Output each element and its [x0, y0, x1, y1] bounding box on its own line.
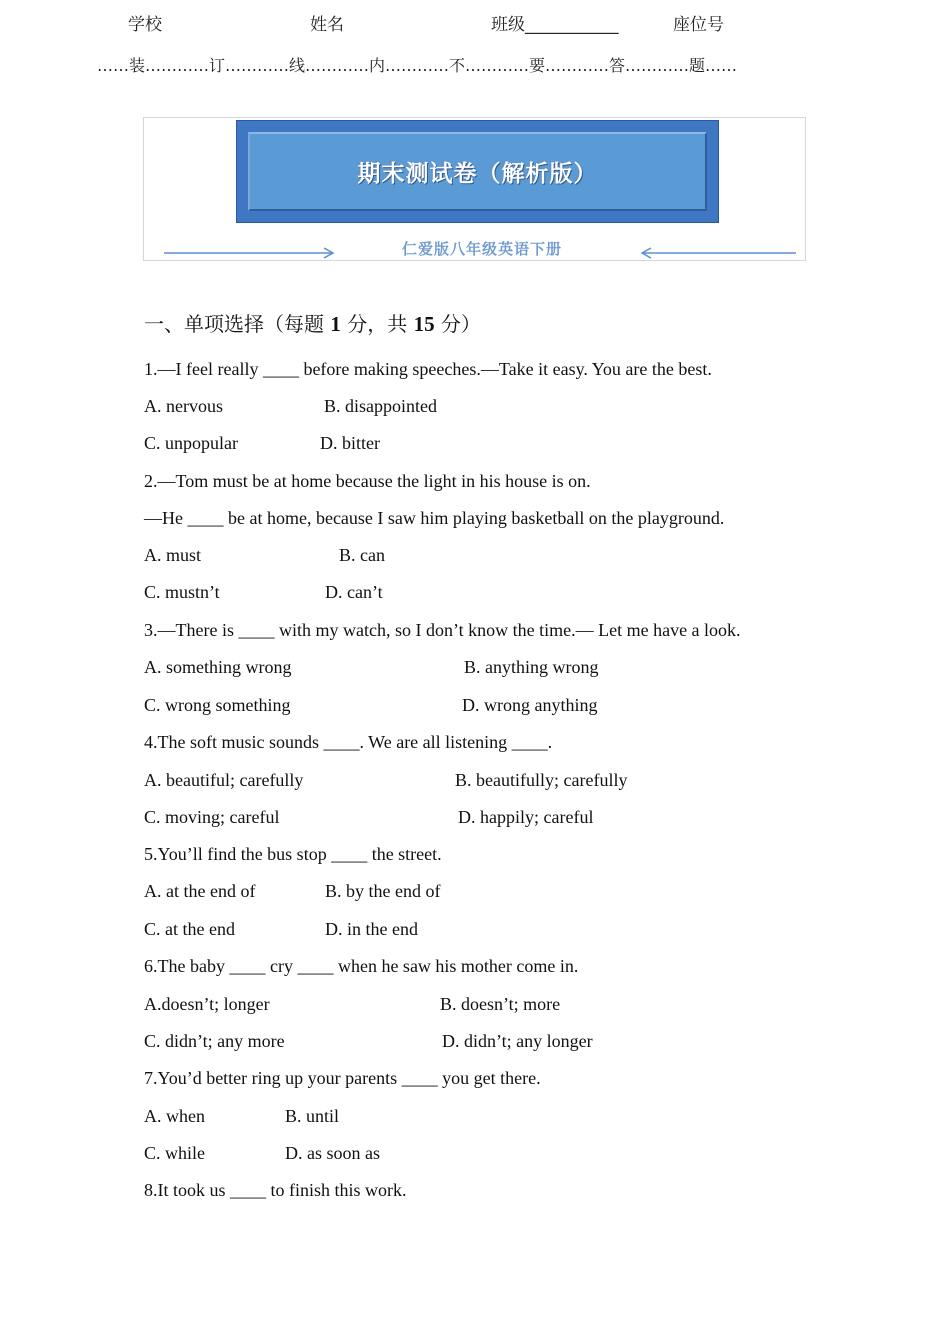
question-2-option-a: A. must: [144, 545, 202, 565]
question-6-option-a: A.doesn’t; longer: [144, 994, 270, 1014]
question-5-option-d: D. in the end: [325, 919, 418, 939]
question-2-stem: 2.—Tom must be at home because the light in his house is on.: [144, 471, 591, 491]
section-heading: 一、单项选择（每题 1 分，共 15 分）: [144, 312, 481, 336]
question-5-option-c: C. at the end: [144, 919, 235, 939]
question-5-option-a: A. at the end of: [144, 881, 256, 901]
question-7-stem: 7.You’d better ring up your parents ____ you get there.: [144, 1068, 541, 1088]
question-4-option-b: B. beautifully; carefully: [455, 770, 628, 790]
question-6-option-d: D. didn’t; any longer: [442, 1031, 593, 1051]
arrow-left-icon: [640, 246, 798, 260]
title-plate: [236, 120, 719, 223]
question-1-option-c: C. unpopular: [144, 433, 238, 453]
school-label: 学校: [128, 15, 162, 35]
question-4-option-c: C. moving; careful: [144, 807, 280, 827]
question-2-option-c: C. mustn’t: [144, 582, 220, 602]
question-5-option-b: B. by the end of: [325, 881, 441, 901]
question-2-stem-reply: —He ____ be at home, because I saw him playing basketball on the playground.: [144, 508, 725, 528]
question-2-option-b: B. can: [339, 545, 385, 565]
question-8-stem: 8.It took us ____ to finish this work.: [144, 1180, 407, 1200]
question-5-stem: 5.You’ll find the bus stop ____ the street.: [144, 844, 442, 864]
question-3-option-d: D. wrong anything: [462, 695, 598, 715]
question-1-stem: 1.—I feel really ____ before making speeches.—Take it easy. You are the best.: [144, 359, 712, 379]
question-7-option-b: B. until: [285, 1106, 340, 1126]
question-1-option-b: B. disappointed: [324, 396, 437, 416]
question-3-stem: 3.—There is ____ with my watch, so I don’t know the time.— Let me have a look.: [144, 620, 741, 640]
binding-line: ……装…………订…………线…………内…………不…………要…………答…………题……: [97, 56, 737, 75]
arrow-right-icon: [164, 246, 336, 260]
question-2-option-d: D. can’t: [325, 582, 383, 602]
exam-subtitle: 仁爱版八年级英语下册: [402, 240, 563, 258]
question-6-stem: 6.The baby ____ cry ____ when he saw his mother come in.: [144, 956, 579, 976]
question-1-option-a: A. nervous: [144, 396, 223, 416]
title-banner: [143, 117, 806, 261]
question-6-option-c: C. didn’t; any more: [144, 1031, 285, 1051]
question-4-option-d: D. happily; careful: [458, 807, 594, 827]
seat-label: 座位号: [673, 15, 724, 35]
class-label: 班级___________: [491, 15, 619, 35]
exam-title: 期末测试卷（解析版）: [357, 161, 598, 187]
question-1-option-d: D. bitter: [320, 433, 380, 453]
question-7-option-c: C. while: [144, 1143, 205, 1163]
question-3-option-c: C. wrong something: [144, 695, 291, 715]
question-4-option-a: A. beautiful; carefully: [144, 770, 304, 790]
question-6-option-b: B. doesn’t; more: [440, 994, 561, 1014]
question-3-option-a: A. something wrong: [144, 657, 292, 677]
question-7-option-d: D. as soon as: [285, 1143, 380, 1163]
name-label: 姓名: [310, 15, 344, 35]
question-3-option-b: B. anything wrong: [464, 657, 599, 677]
question-4-stem: 4.The soft music sounds ____. We are all listening ____.: [144, 732, 553, 752]
question-7-option-a: A. when: [144, 1106, 205, 1126]
